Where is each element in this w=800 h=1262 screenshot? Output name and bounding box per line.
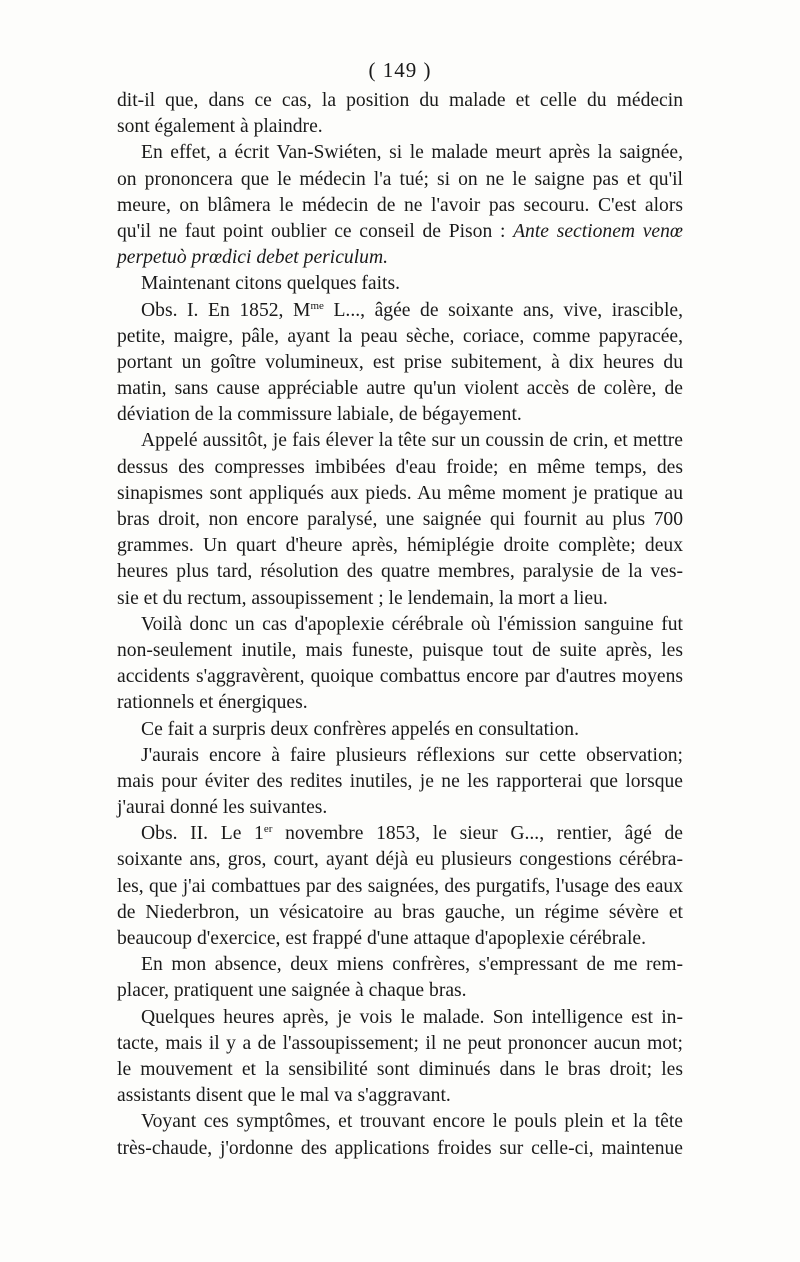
text-run: grammes. Un quart d'heure après, hémiplégie droite complète; deux <box>117 535 683 557</box>
text-run: placer, pratiquent une saignée à chaque bras. <box>117 980 467 1002</box>
text-run: perpetuò prœdici debet periculum. <box>117 247 388 269</box>
text-line <box>117 140 683 166</box>
text-run: beaucoup d'exercice, est frappé d'une attaque d'apoplexie cérébrale. <box>117 928 646 949</box>
text-line <box>117 507 683 533</box>
text-run: le mouvement et la sensibilité sont diminués dans le bras droit; les <box>117 1058 683 1080</box>
text-line <box>117 586 683 612</box>
text-run: bras droit, non encore paralysé, une saignée qui fournit au plus 700 <box>117 509 683 530</box>
text-run: accidents s'aggravèrent, quoique combattus encore par d'autres moyens <box>117 666 683 688</box>
text-run: matin, sans cause appréciable autre qu'un violent accès de colère, de <box>117 378 683 400</box>
text-line <box>117 245 683 271</box>
text-run: Appelé aussitôt, je fais élever la tête sur un coussin de crin, et mettre <box>141 430 683 452</box>
text-line <box>117 350 683 376</box>
text-run: Ce fait a surpris deux confrères appelés en consultation. <box>141 718 579 740</box>
text-run: er <box>263 823 273 836</box>
text-run: sont également à plaindre. <box>117 116 323 138</box>
text-run: très-chaude, j'ordonne des applications froides sur celle-ci, maintenue <box>117 1137 683 1159</box>
text-line <box>117 271 683 297</box>
text-run: Quelques heures après, je vois le malade. Son intelligence est in- <box>141 1006 683 1028</box>
text-line <box>117 559 683 585</box>
text-line <box>117 1005 683 1031</box>
text-line <box>117 638 683 664</box>
text-line <box>117 847 683 873</box>
text-run: dit-il que, dans ce cas, la position du malade et celle du médecin <box>117 90 683 111</box>
text-run: sie et du rectum, assoupissement ; le lendemain, la mort a lieu. <box>117 587 608 609</box>
text-run: L..., âgée de soixante ans, vive, irascible, <box>323 299 683 321</box>
text-run: soixante ans, gros, court, ayant déjà eu plusieurs congestions cérébra- <box>117 849 683 871</box>
text-line <box>117 376 683 402</box>
text-line <box>117 324 683 350</box>
text-line <box>117 978 683 1004</box>
text-run: de Niederbron, un vésicatoire au bras gauche, un régime sévère et <box>117 901 683 923</box>
text-line <box>117 690 683 716</box>
text-line <box>117 114 683 140</box>
text-line <box>117 428 683 454</box>
text-line <box>117 1109 683 1135</box>
text-line <box>117 88 683 114</box>
text-line <box>117 193 683 219</box>
text-run: Obs. I. En 1852, M <box>141 299 311 321</box>
text-run: petite, maigre, pâle, ayant la peau sèche, coriace, comme papyracée, <box>117 325 683 347</box>
text-line <box>117 900 683 926</box>
text-run: Obs. II. Le 1 <box>141 823 264 845</box>
text-run: assistants disent que le mal va s'aggravant. <box>117 1085 451 1107</box>
text-run: j'aurai donné les suivantes. <box>117 797 328 819</box>
text-line <box>117 1057 683 1083</box>
text-line <box>117 952 683 978</box>
text-line <box>117 455 683 481</box>
text-line <box>117 743 683 769</box>
text-line <box>117 402 683 428</box>
text-line <box>117 1136 683 1162</box>
text-line <box>117 1031 683 1057</box>
text-line <box>117 769 683 795</box>
text-line <box>117 874 683 900</box>
text-run: heures plus tard, résolution des quatre membres, paralysie de la ves- <box>117 561 683 583</box>
text-run: En effet, a écrit Van-Swiéten, si le malade meurt après la saignée, <box>141 142 683 164</box>
text-run: J'aurais encore à faire plusieurs réflexions sur cette observation; <box>141 744 683 766</box>
page-number: ( 149 ) <box>368 58 432 82</box>
text-run: portant un goître volumineux, est prise subitement, à dix heures du <box>117 351 683 373</box>
text-line <box>117 298 683 324</box>
text-run: sinapismes sont appliqués aux pieds. Au même moment je pratique au <box>117 482 683 504</box>
text-line <box>117 167 683 193</box>
text-run: Ante sectionem venœ <box>513 220 683 242</box>
body-text <box>117 88 683 1162</box>
text-run: tacte, mais il y a de l'assoupissement; il ne peut prononcer aucun mot; <box>117 1032 683 1054</box>
text-run: Voyant ces symptômes, et trouvant encore le pouls plein et la tête <box>141 1111 683 1133</box>
text-line <box>117 795 683 821</box>
text-run: déviation de la commissure labiale, de bégayement. <box>117 404 522 426</box>
text-run: rationnels et énergiques. <box>117 692 308 714</box>
text-run: me <box>310 299 324 312</box>
text-run: non-seulement inutile, mais funeste, puisque tout de suite après, les <box>117 639 683 661</box>
text-line <box>117 926 683 952</box>
text-line <box>117 821 683 847</box>
text-run: Voilà donc un cas d'apoplexie cérébrale où l'émission sanguine fut <box>141 613 683 635</box>
text-line <box>117 533 683 559</box>
text-run: novembre 1853, le sieur G..., rentier, âgé de <box>272 823 683 845</box>
text-run: En mon absence, deux miens confrères, s'empressant de me rem- <box>141 954 683 976</box>
text-line <box>117 664 683 690</box>
text-line <box>117 1083 683 1109</box>
text-run: dessus des compresses imbibées d'eau froide; en même temps, des <box>117 456 683 478</box>
text-run: les, que j'ai combattues par des saignées, des purgatifs, l'usage des eaux <box>117 875 683 897</box>
text-run: qu'il ne faut point oublier ce conseil de Pison : <box>117 220 514 242</box>
text-line <box>117 717 683 743</box>
text-line <box>117 612 683 638</box>
text-line <box>117 219 683 245</box>
text-run: meure, on blâmera le médecin de ne l'avoir pas secouru. C'est alors <box>117 194 683 216</box>
text-run: mais pour éviter des redites inutiles, je ne les rapporterai que lorsque <box>117 770 683 792</box>
text-line <box>117 481 683 507</box>
text-run: on prononcera que le médecin l'a tué; si on ne le saigne pas et qu'il <box>117 168 683 190</box>
text-run: Maintenant citons quelques faits. <box>141 273 401 295</box>
